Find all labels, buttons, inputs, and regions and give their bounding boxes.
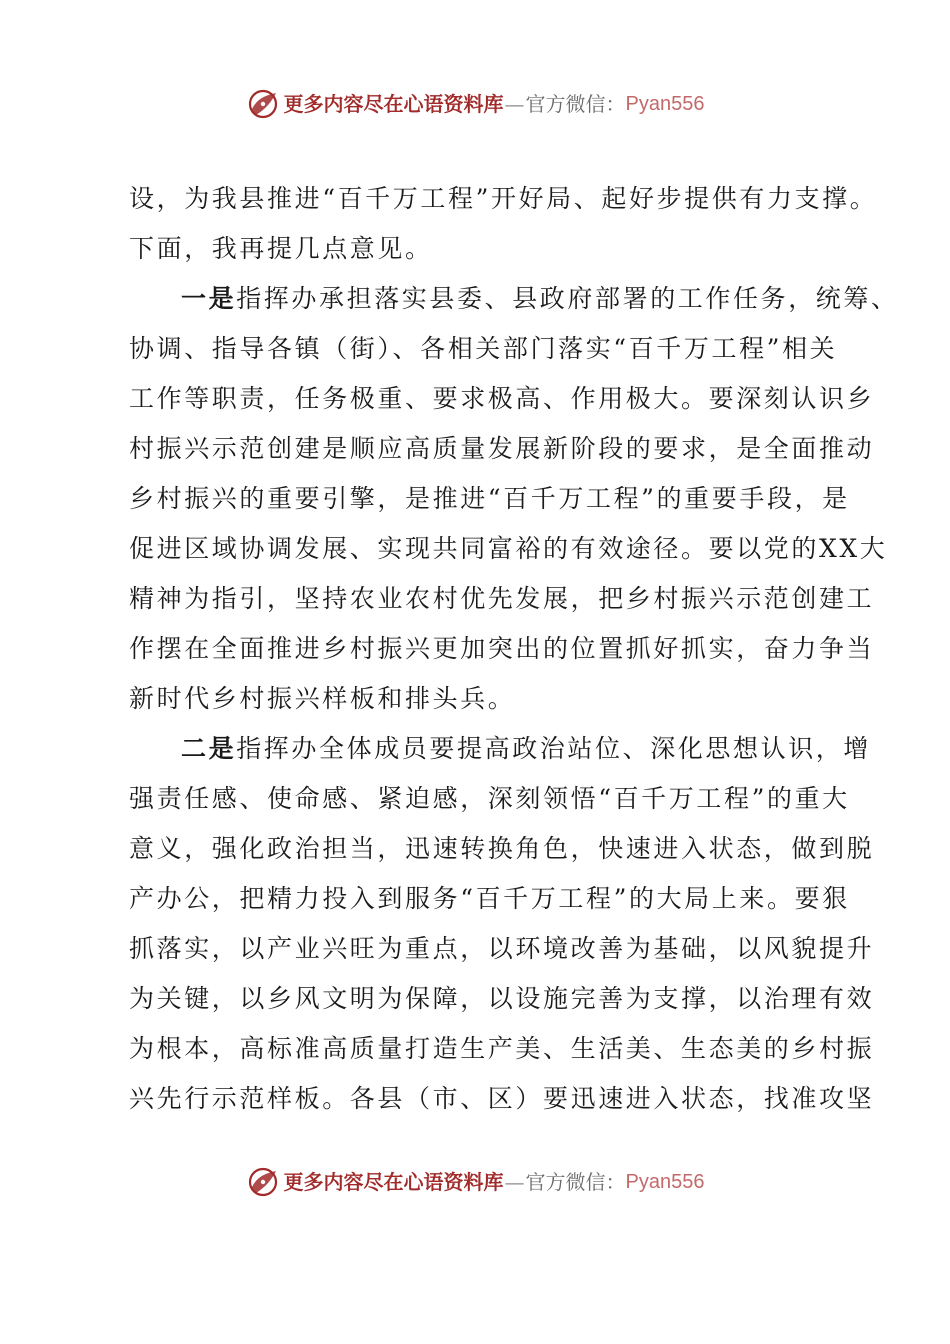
paragraph-two xyxy=(129,724,875,1124)
header-banner-text xyxy=(284,84,705,124)
document-body xyxy=(129,174,899,1124)
text-line: 新时代乡村振兴样板和排头兵。 xyxy=(129,684,516,713)
banner-dash: — xyxy=(504,92,525,116)
banner-wechat-label: 官方微信： xyxy=(525,92,626,116)
paragraph-lead: 二是 xyxy=(181,734,237,763)
banner-dash: — xyxy=(504,1170,525,1194)
banner-site-name: 更多内容尽在心语资料库 xyxy=(283,92,504,116)
paragraph-lead: 一是 xyxy=(181,284,237,313)
text-line: 意义，强化政治担当，迅速转换角色，快速进入状态，做到脱 xyxy=(129,834,875,863)
footer-banner xyxy=(0,1162,950,1202)
header-banner xyxy=(0,84,950,124)
text-line: 下面，我再提几点意见。 xyxy=(129,234,433,263)
text-line: 乡村振兴的重要引擎，是推进“百千万工程”的重要手段，是 xyxy=(129,484,850,513)
pen-nib-logo-icon xyxy=(246,87,280,121)
paragraph-one xyxy=(129,274,899,724)
banner-site-name: 更多内容尽在心语资料库 xyxy=(283,1170,504,1194)
banner-wechat-id: Pyan556 xyxy=(625,93,705,115)
text-line: 促进区域协调发展、实现共同富裕的有效途径。要以党的XX大 xyxy=(129,534,888,563)
text-line: 兴先行示范样板。各县（市、区）要迅速进入状态，找准攻坚 xyxy=(129,1084,875,1113)
text-line: 产办公，把精力投入到服务“百千万工程”的大局上来。要狠 xyxy=(129,884,850,913)
pen-nib-logo-icon xyxy=(246,1165,280,1199)
text-segment: 指挥办承担落实县委、县政府部署的工作任务，统筹、 xyxy=(236,284,899,313)
text-line: 设，为我县推进“百千万工程”开好局、起好步提供有力支撑。 xyxy=(129,184,878,213)
text-line: 作摆在全面推进乡村振兴更加突出的位置抓好抓实，奋力争当 xyxy=(129,634,875,663)
text-line: 工作等职责，任务极重、要求极高、作用极大。要深刻认识乡 xyxy=(129,384,875,413)
text-line: 强责任感、使命感、紧迫感，深刻领悟“百千万工程”的重大 xyxy=(129,784,850,813)
text-line: 为根本，高标准高质量打造生产美、生活美、生态美的乡村振 xyxy=(129,1034,875,1063)
footer-banner-text xyxy=(284,1162,705,1202)
text-line: 精神为指引，坚持农业农村优先发展，把乡村振兴示范创建工 xyxy=(129,584,875,613)
text-line: 村振兴示范创建是顺应高质量发展新阶段的要求，是全面推动 xyxy=(129,434,875,463)
text-line-first xyxy=(129,274,899,324)
paragraph-continuation xyxy=(129,174,878,274)
banner-wechat-id: Pyan556 xyxy=(625,1171,705,1193)
text-segment: 指挥办全体成员要提高政治站位、深化思想认识，增 xyxy=(236,734,872,763)
text-line: 为关键，以乡风文明为保障，以设施完善为支撑，以治理有效 xyxy=(129,984,875,1013)
banner-wechat-label: 官方微信： xyxy=(525,1170,626,1194)
text-line: 协调、指导各镇（街）、各相关部门落实“百千万工程”相关 xyxy=(129,334,838,363)
text-line-first xyxy=(129,724,872,774)
text-line: 抓落实，以产业兴旺为重点，以环境改善为基础，以风貌提升 xyxy=(129,934,875,963)
